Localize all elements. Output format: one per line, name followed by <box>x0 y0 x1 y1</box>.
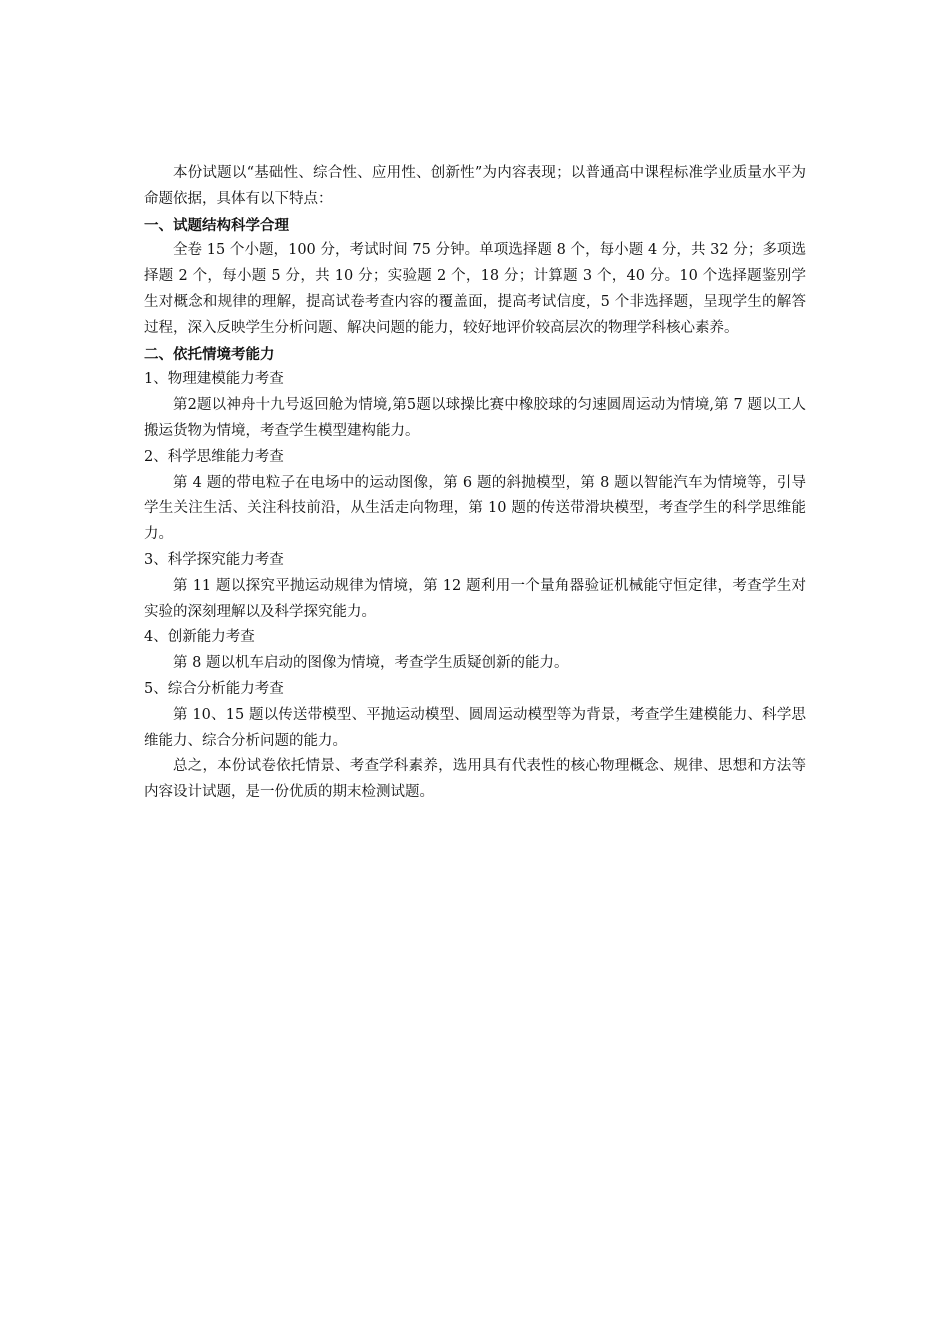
intro-paragraph: 本份试题以“基础性、综合性、应用性、创新性”为内容表现；以普通高中课程标准学业质量水平为命题依据，具体有以下特点： <box>144 165 806 207</box>
subsection-title-modeling: 1、物理建模能力考查 <box>144 371 284 388</box>
subsection-innovation-paragraph: 第 8 题以机车启动的图像为情境，考查学生质疑创新的能力。 <box>173 655 569 672</box>
section-structure-paragraph: 全卷 15 个小题，100 分，考试时间 75 分钟。单项选择题 8 个，每小题 4 分，共 32 分；多项选择题 2 个，每小题 5 分，共 10 分；实验题 2 个，18 分；计算题 3 个，40 分。10 个选择题鉴别学生对概念和规律的理解，提高试卷考查内容的覆盖面，提高考试信度，5 个非选择题，呈现学生的解答过程，深入反映学生分析问题、解决问题的能力，较好地评价较高层次的物理学科核心素养。 <box>144 242 806 336</box>
subsection-thinking-paragraph: 第 4 题的带电粒子在电场中的运动图像，第 6 题的斜抛模型，第 8 题以智能汽车为情境等，引导学生关注生活、关注科技前沿，从生活走向物理，第 10 题的传送带滑块模型，考查学生的科学思维能力。 <box>144 474 806 543</box>
subsection-inquiry-paragraph: 第 11 题以探究平抛运动规律为情境，第 12 题利用一个量角器验证机械能守恒定律，考查学生对实验的深刻理解以及科学探究能力。 <box>144 577 806 620</box>
subsection-title-thinking: 2、科学思维能力考查 <box>144 448 284 465</box>
section-heading-structure: 一、试题结构科学合理 <box>144 216 289 234</box>
subsection-title-innovation: 4、创新能力考查 <box>144 629 255 646</box>
subsection-modeling-paragraph: 第2题以神舟十九号返回舱为情境,第5题以球操比赛中橡胶球的匀速圆周运动为情境,第 7 题以工人搬运货物为情境，考查学生模型建构能力。 <box>144 397 806 439</box>
document-page <box>144 161 806 806</box>
subsection-title-analysis: 5、综合分析能力考查 <box>144 680 284 697</box>
subsection-analysis-paragraph: 第 10、15 题以传送带模型、平抛运动模型、圆周运动模型等为背景，考查学生建模能力、科学思维能力、综合分析问题的能力。 <box>144 706 806 749</box>
section-heading-context: 二、依托情境考能力 <box>144 345 275 363</box>
conclusion-paragraph: 总之，本份试卷依托情景、考查学科素养，选用具有代表性的核心物理概念、规律、思想和方法等内容设计试题，是一份优质的期末检测试题。 <box>144 758 806 801</box>
subsection-title-inquiry: 3、科学探究能力考查 <box>144 551 284 568</box>
